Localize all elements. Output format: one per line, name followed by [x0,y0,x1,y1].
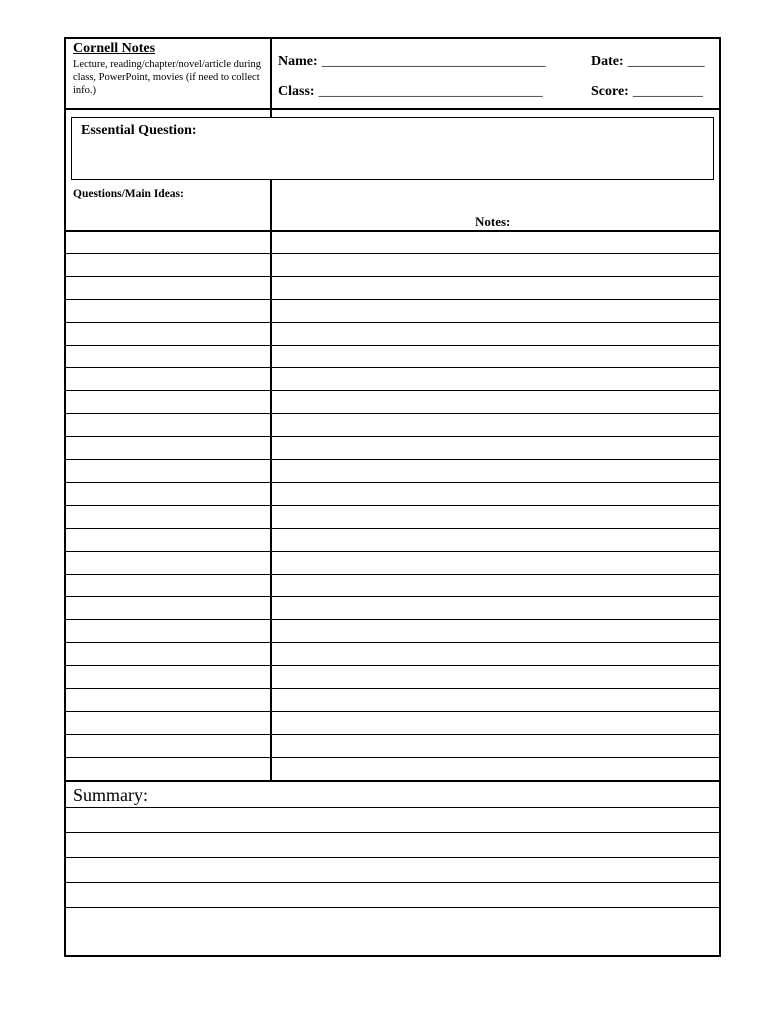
score-label: Score: [591,84,629,99]
class-label: Class: [278,84,315,99]
cornell-notes-description: Lecture, reading/chapter/novel/article during class, PowerPoint, movies (if need to collect info.) [73,59,262,96]
summary-label: Summary: [73,785,148,805]
date-label: Date: [591,54,624,69]
questions-main-ideas-label: Questions/Main Ideas: [73,188,184,200]
summary-lines [66,39,719,955]
date-blank-line[interactable]: ___________ [627,54,705,69]
summary-line[interactable] [66,907,719,908]
cornell-notes-title: Cornell Notes [73,41,156,56]
score-blank-line[interactable]: __________ [632,84,703,99]
name-label: Name: [278,54,318,69]
notes-label: Notes: [475,214,511,229]
summary-line[interactable] [66,807,719,808]
name-blank-line[interactable]: ________________________________ [321,54,546,69]
summary-line[interactable] [66,832,719,833]
summary-line[interactable] [66,882,719,883]
cornell-notes-sheet [64,37,721,957]
essential-question-label: Essential Question: [81,123,197,138]
class-blank-line[interactable]: ________________________________ [318,84,543,99]
summary-line[interactable] [66,857,719,858]
